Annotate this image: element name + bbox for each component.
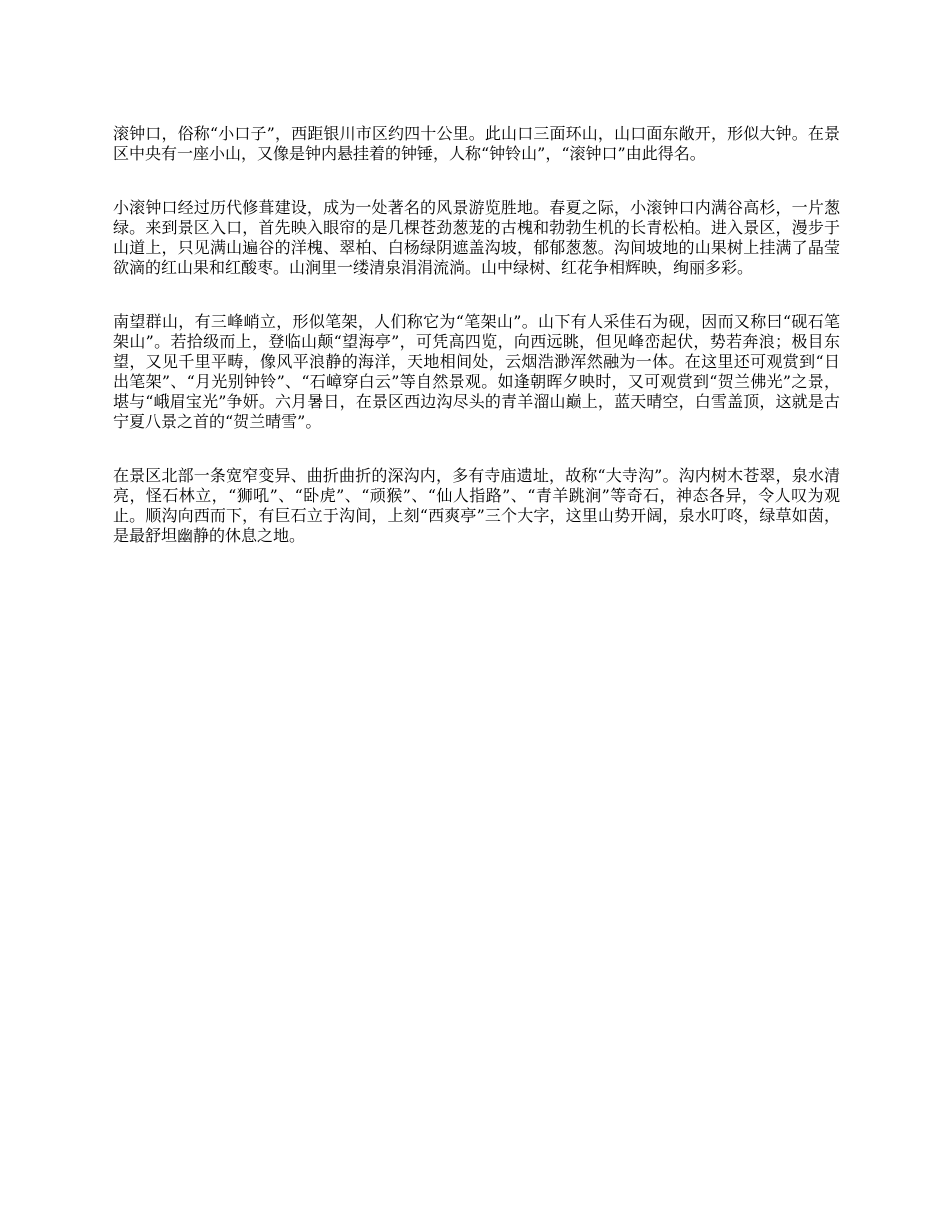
document-body (113, 124, 840, 580)
paragraph-1: 滚钟口，俗称“小口子”，西距银川市区约四十公里。此山口三面环山，山口面东敞开，形似大钟。在景区中央有一座小山，又像是钟内悬挂着的钟锤，人称“钟铃山”，“滚钟口”由此得名。 (113, 124, 840, 163)
paragraph-2: 小滚钟口经过历代修葺建设，成为一处著名的风景游览胜地。春夏之际，小滚钟口内满谷高杉，一片葱绿。来到景区入口，首先映入眼帘的是几棵苍劲葱茏的古槐和勃勃生机的长青松柏。进入景区，漫步于山道上，只见满山遍谷的洋槐、翠柏、白杨绿阴遮盖沟坡，郁郁葱葱。沟间坡地的山果树上挂满了晶莹欲滴的红山果和红酸枣。山涧里一缕清泉涓涓流淌。山中绿树、红花争相辉映，绚丽多彩。 (113, 198, 840, 277)
paragraph-4: 在景区北部一条宽窄变异、曲折曲折的深沟内，多有寺庙遗址，故称“大寺沟”。沟内树木苍翠，泉水清亮，怪石林立，“狮吼”、“卧虎”、“顽猴”、“仙人指路”、“青羊跳涧”等奇石，神态各异，令人叹为观止。顺沟向西而下，有巨石立于沟间，上刻“西爽亭”三个大字，这里山势开阔，泉水叮咚，绿草如茵，是最舒坦幽静的休息之地。 (113, 466, 840, 545)
paragraph-3: 南望群山，有三峰峭立，形似笔架，人们称它为“笔架山”。山下有人采佳石为砚，因而又称曰“砚石笔架山”。若拾级而上，登临山颠“望海亭”，可凭高四览，向西远眺，但见峰峦起伏，势若奔浪；极目东望，又见千里平畴，像风平浪静的海洋，天地相间处，云烟浩渺浑然融为一体。在这里还可观赏到“日出笔架”、“月光别钟铃”、“石嶂穿白云”等自然景观。如逢朝晖夕映时，又可观赏到“贺兰佛光”之景，堪与“峨眉宝光”争妍。六月暑日，在景区西边沟尽头的青羊溜山巅上，蓝天晴空，白雪盖顶，这就是古宁夏八景之首的“贺兰晴雪”。 (113, 312, 840, 431)
